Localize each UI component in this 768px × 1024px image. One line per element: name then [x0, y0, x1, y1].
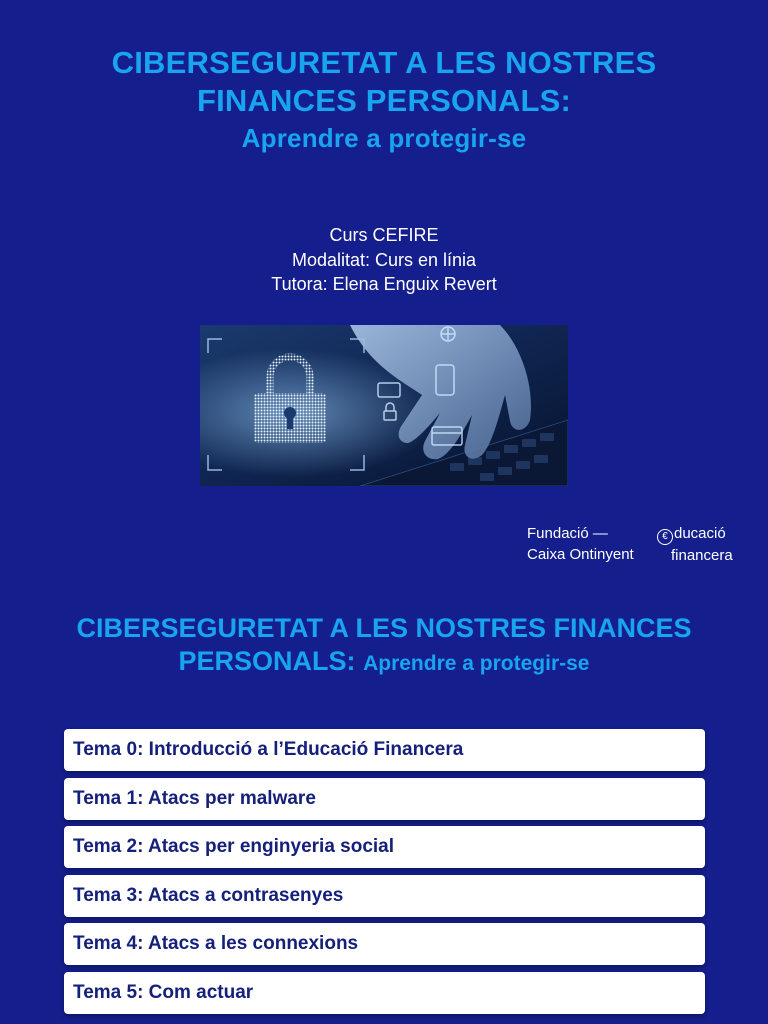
topic-item-2[interactable]: Tema 2: Atacs per enginyeria social — [64, 826, 705, 868]
page-title — [0, 44, 768, 156]
topic-item-3[interactable]: Tema 3: Atacs a contrasenyes — [64, 875, 705, 917]
educacio-logo-word: ducació — [674, 525, 726, 542]
course-name: Curs CEFIRE — [329, 225, 439, 245]
topic-item-4[interactable]: Tema 4: Atacs a les connexions — [64, 923, 705, 965]
educacio-logo-line-2: financera — [671, 547, 733, 564]
topic-list — [64, 729, 705, 1020]
course-info — [0, 223, 768, 297]
title-line-2: FINANCES PERSONALS: — [196, 83, 572, 118]
educacio-logo-line-1 — [657, 523, 733, 545]
course-tutor: Tutora: Elena Enguix Revert — [271, 274, 497, 294]
section-subtitle: Aprendre a protegir-se — [363, 652, 590, 675]
topic-item-1[interactable]: Tema 1: Atacs per malware — [64, 778, 705, 820]
fundacio-logo-line-1: Fundació — — [527, 525, 608, 542]
section-title-main: CIBERSEGURETAT A LES NOSTRES FINANCES PERSONALS: — [76, 613, 692, 676]
euro-icon: € — [657, 529, 673, 545]
educacio-financera-logo — [657, 523, 733, 566]
fundacio-logo-line-2: Caixa Ontinyent — [527, 546, 634, 563]
title-line-1: CIBERSEGURETAT A LES NOSTRES — [111, 45, 657, 80]
topic-item-5[interactable]: Tema 5: Com actuar — [64, 972, 705, 1014]
topic-item-0[interactable]: Tema 0: Introducció a l’Educació Financera — [64, 729, 705, 771]
section-title — [0, 612, 768, 680]
fundacio-caixa-ontinyent-logo — [527, 523, 634, 565]
course-modality: Modalitat: Curs en línia — [291, 249, 477, 270]
cybersecurity-hero-image — [200, 325, 568, 486]
page-subtitle: Aprendre a protegir-se — [241, 123, 527, 153]
